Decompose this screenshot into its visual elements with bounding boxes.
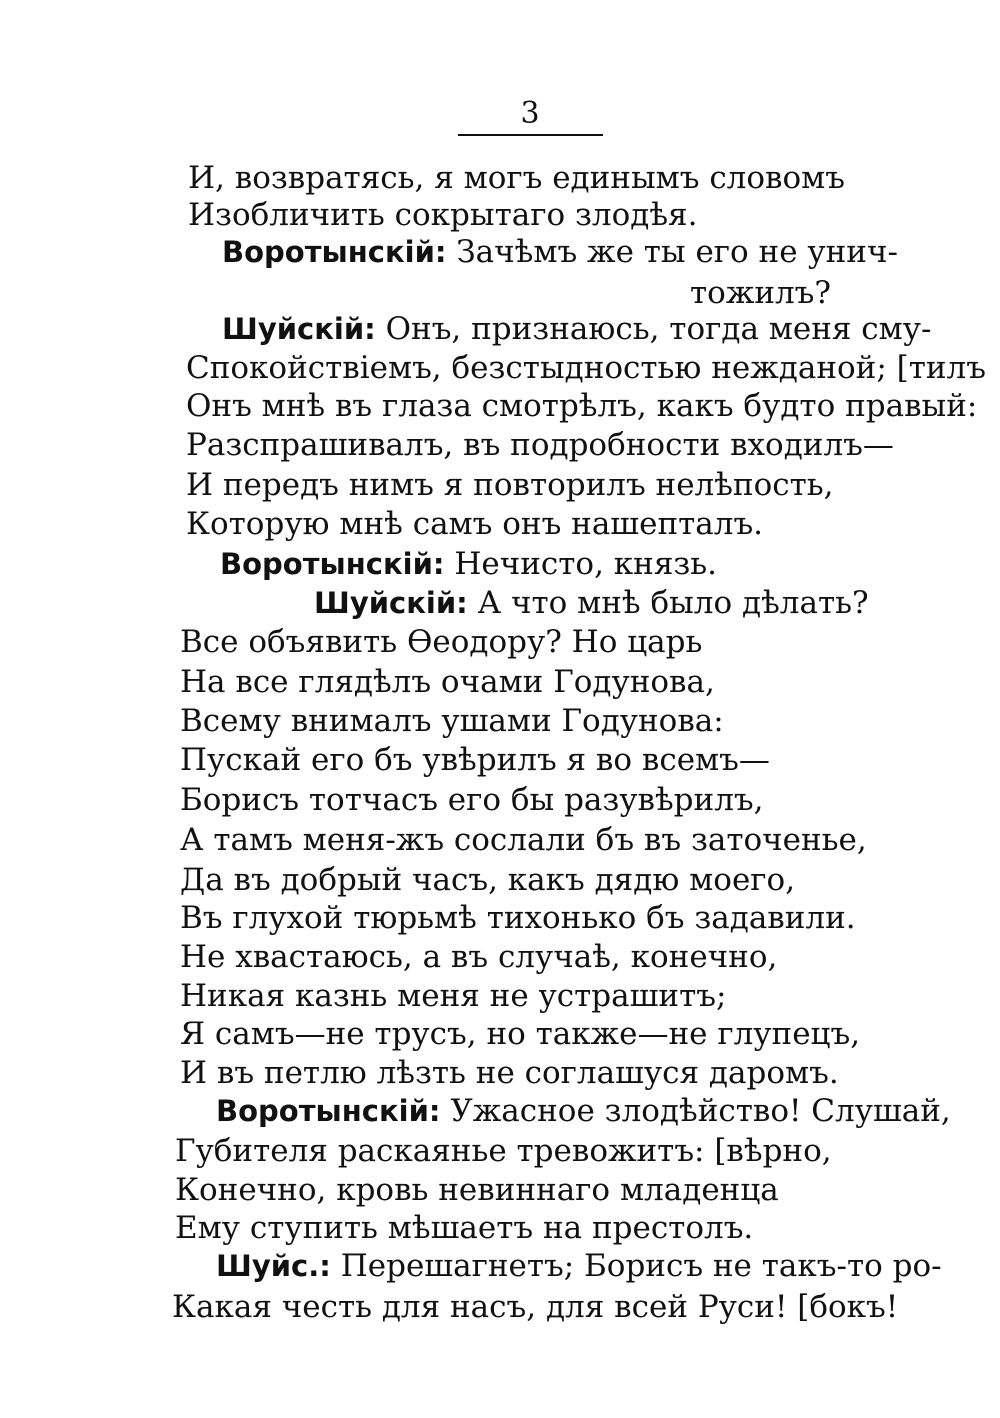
text-line bbox=[180, 624, 702, 660]
text-line bbox=[180, 900, 856, 936]
text-line bbox=[690, 275, 831, 311]
speaker-name: Воротынскій: bbox=[220, 547, 445, 581]
line-text: Которую мнѣ самъ онъ нашепталъ. bbox=[186, 506, 764, 542]
text-line bbox=[222, 311, 932, 347]
line-text: Всему внималъ ушами Годунова: bbox=[180, 703, 724, 739]
text-line bbox=[180, 862, 795, 898]
line-text: Ему ступить мѣшаетъ на престолъ. bbox=[175, 1210, 754, 1246]
speaker-name: Шуйскій: bbox=[222, 312, 376, 346]
line-text: Онъ мнѣ въ глаза смотрѣлъ, какъ будто правый: bbox=[186, 388, 978, 424]
line-text: Никая казнь меня не устрашитъ; bbox=[180, 978, 727, 1014]
text-line bbox=[222, 234, 898, 270]
line-text: Все объявить Ѳеодору? Но царь bbox=[180, 624, 703, 660]
text-line bbox=[186, 388, 977, 424]
line-text: Изобличить сокрытаго злодѣя. bbox=[188, 197, 698, 233]
line-text: Нечисто, князь. bbox=[444, 546, 718, 582]
text-line bbox=[216, 1093, 951, 1129]
line-text: Зачѣмъ же ты его не унич- bbox=[446, 234, 898, 270]
line-text: Разспрашивалъ, въ подробности входилъ— bbox=[186, 427, 894, 463]
line-text: Перешагнетъ; Борисъ не такъ-то ро- bbox=[330, 1248, 942, 1284]
text-line bbox=[188, 160, 845, 196]
text-line bbox=[180, 939, 777, 975]
line-text: На все глядѣлъ очами Годунова, bbox=[180, 664, 715, 700]
text-line bbox=[180, 742, 770, 778]
line-text: Ужасное злодѣйство! Слушай, bbox=[440, 1093, 951, 1129]
line-text: Да въ добрый часъ, какъ дядю моего, bbox=[180, 862, 796, 898]
line-text: Какая честь для насъ, для всей Руси! [бокъ! bbox=[172, 1289, 899, 1325]
line-text: Борисъ тотчасъ его бы разувѣрилъ, bbox=[180, 782, 764, 818]
line-text: А что мнѣ было дѣлать? bbox=[467, 585, 869, 621]
line-text: А тамъ меня-жъ сослали бъ въ заточенье, bbox=[180, 822, 867, 858]
line-text: Я самъ—не трусъ, но также—не глупецъ, bbox=[180, 1016, 861, 1052]
header-rule bbox=[458, 134, 603, 136]
text-line bbox=[175, 1172, 779, 1208]
speaker-name: Шуйскій: bbox=[314, 586, 468, 620]
line-text: И, возвратясь, я могъ единымъ словомъ bbox=[188, 160, 845, 196]
text-line bbox=[314, 585, 869, 621]
text-line bbox=[180, 1055, 839, 1091]
text-line bbox=[186, 427, 894, 463]
speaker-name: Воротынскій: bbox=[222, 235, 447, 269]
line-text: Онъ, признаюсь, тогда меня сму- bbox=[375, 311, 932, 347]
line-text: Конечно, кровь невиннаго младенца bbox=[175, 1172, 779, 1208]
text-line bbox=[188, 197, 697, 233]
text-line bbox=[180, 703, 724, 739]
speaker-name: Шуйс.: bbox=[216, 1249, 331, 1283]
text-line bbox=[186, 467, 834, 503]
line-text: Не хвастаюсь, а въ случаѣ, конечно, bbox=[180, 939, 778, 975]
text-line bbox=[175, 1133, 832, 1169]
speaker-name: Воротынскій: bbox=[216, 1094, 441, 1128]
line-text: Спокойствіемъ, безстыдностью нежданой; [тилъ bbox=[186, 350, 986, 386]
text-line bbox=[220, 546, 717, 582]
text-line bbox=[186, 506, 763, 542]
text-line bbox=[172, 1289, 898, 1325]
text-line bbox=[180, 782, 763, 818]
text-line bbox=[175, 1210, 753, 1246]
line-text: И въ петлю лѣзть не соглашуся даромъ. bbox=[180, 1055, 839, 1091]
text-line bbox=[180, 1016, 860, 1052]
text-line bbox=[216, 1248, 942, 1284]
text-line bbox=[180, 978, 726, 1014]
text-line bbox=[186, 350, 986, 386]
line-text: тожилъ? bbox=[690, 275, 832, 311]
text-line bbox=[180, 822, 867, 858]
line-text: Пускай его бъ увѣрилъ я во всемъ— bbox=[180, 742, 770, 778]
line-text: И передъ нимъ я повторилъ нелѣпость, bbox=[186, 467, 834, 503]
text-line bbox=[180, 664, 715, 700]
line-text: Въ глухой тюрьмѣ тихонько бъ задавили. bbox=[180, 900, 856, 936]
line-text: Губителя раскаянье тревожитъ: [вѣрно, bbox=[175, 1133, 832, 1169]
page-number: 3 bbox=[520, 96, 540, 131]
